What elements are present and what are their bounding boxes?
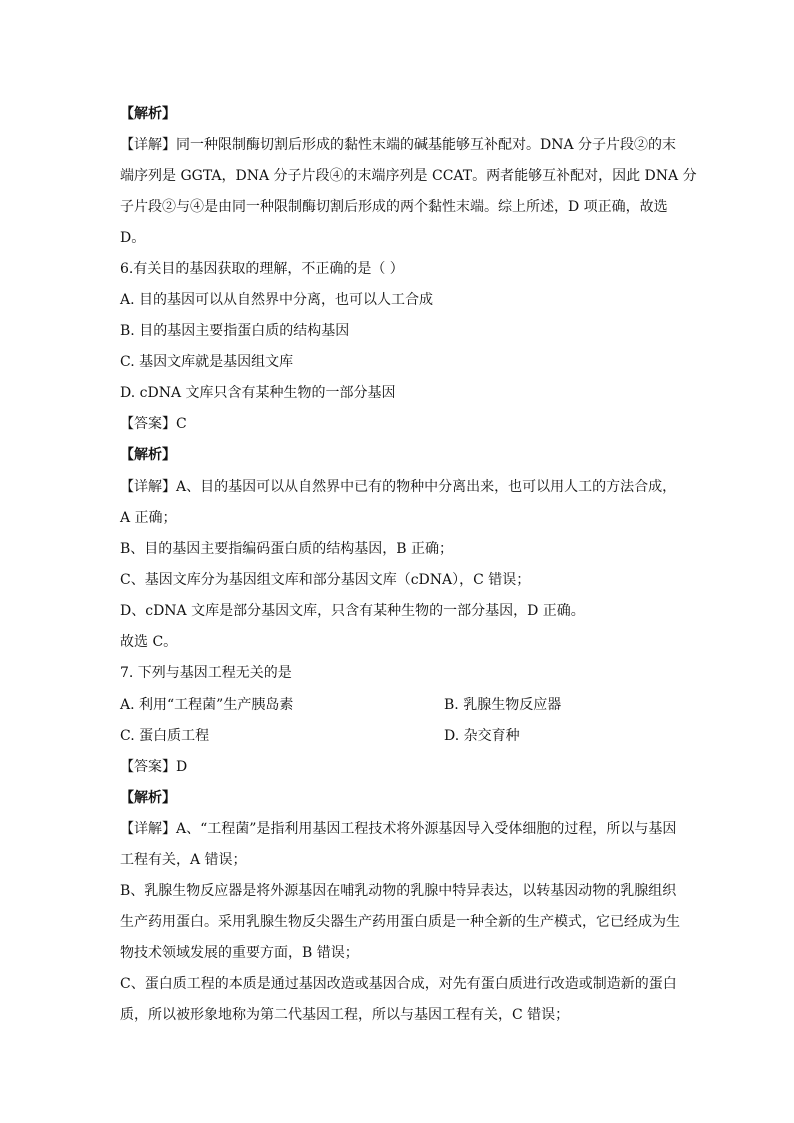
analysis-label: 【解析】 (120, 790, 176, 806)
detail-line: A 正确； (120, 510, 177, 526)
detail-line: D、cDNA 文库是部分基因文库，只含有某种生物的一部分基因，D 正确。 (120, 603, 585, 619)
question-stem: 7. 下列与基因工程无关的是 (120, 665, 292, 681)
question-stem: 6.有关目的基因获取的理解，不正确的是（ ） (120, 261, 404, 277)
option-a: A. 利用“工程菌”生产胰岛素 (120, 697, 294, 713)
detail-line: 质，所以被形象地称为第二代基因工程，所以与基因工程有关，C 错误； (120, 1007, 570, 1023)
detail-line: 端序列是 GGTA，DNA 分子片段④的末端序列是 CCAT。两者能够互补配对，因此 DNA 分 (120, 168, 697, 184)
detail-line: B、目的基因主要指编码蛋白质的结构基因，B 正确； (120, 541, 454, 557)
option-b: B. 目的基因主要指蛋白质的结构基因 (120, 323, 350, 339)
detail-line: 故选 C。 (120, 634, 178, 650)
detail-line: 【详解】A、目的基因可以从自然界中已有的物种中分离出来，也可以用人工的方法合成， (120, 479, 677, 495)
option-d: D. 杂交育种 (444, 728, 520, 744)
detail-line: 【详解】同一种限制酶切割后形成的黏性末端的碱基能够互补配对。DNA 分子片段②的末 (120, 137, 677, 153)
option-b: B. 乳腺生物反应器 (444, 697, 562, 713)
detail-line: 生产药用蛋白。采用乳腺生物反尖器生产药用蛋白质是一种全新的生产模式，它已经成为生 (120, 914, 680, 930)
option-c: C. 基因文库就是基因组文库 (120, 354, 294, 370)
option-c: C. 蛋白质工程 (120, 728, 210, 744)
option-d: D. cDNA 文库只含有某种生物的一部分基因 (120, 385, 396, 401)
detail-line: C、蛋白质工程的本质是通过基因改造或基因合成，对先有蛋白质进行改造或制造新的蛋白 (120, 976, 677, 992)
detail-line: 【详解】A、“工程菌”是指利用基因工程技术将外源基因导入受体细胞的过程，所以与基因 (120, 821, 677, 837)
detail-line: B、乳腺生物反应器是将外源基因在哺乳动物的乳腺中特异表达，以转基因动物的乳腺组织 (120, 883, 677, 899)
option-a: A. 目的基因可以从自然界中分离，也可以人工合成 (120, 292, 434, 308)
detail-line: C、基因文库分为基因组文库和部分基因文库（cDNA），C 错误； (120, 572, 531, 588)
detail-line: D。 (120, 230, 146, 246)
answer-line: 【答案】D (120, 759, 188, 775)
analysis-label: 【解析】 (120, 447, 176, 463)
detail-line: 子片段②与④是由同一种限制酶切割后形成的两个黏性末端。综上所述，D 项正确，故选 (120, 199, 668, 215)
analysis-label: 【解析】 (120, 106, 176, 122)
detail-line: 工程有关，A 错误； (120, 852, 247, 868)
detail-line: 物技术领域发展的重要方面，B 错误； (120, 945, 359, 961)
answer-line: 【答案】C (120, 416, 187, 432)
